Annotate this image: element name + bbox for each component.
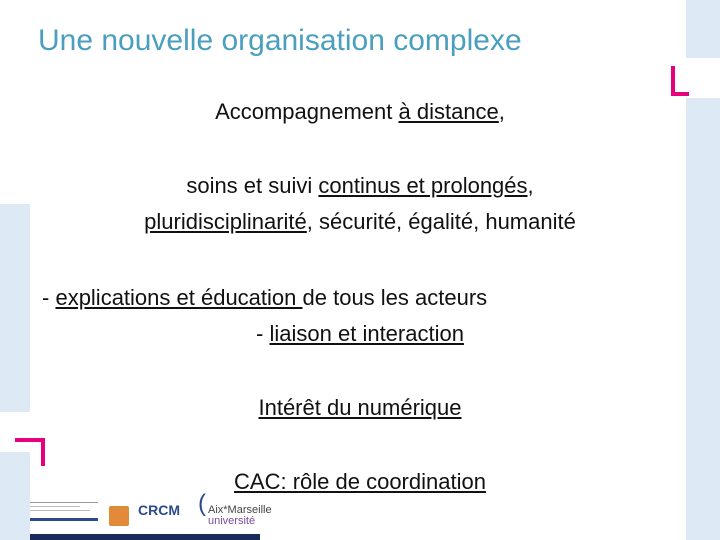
corner-bracket-top-right [671,66,689,96]
text-line-4 [42,284,487,312]
text-line-7 [0,468,720,496]
line1-text: Accompagnement [215,99,399,124]
amu-subname: université [208,515,256,527]
line7-underlined: CAC: rôle de coordination [234,469,486,494]
text-line-3 [0,208,720,236]
decor-bar-right-top [686,0,720,58]
line4-underlined: explications et éducation [55,285,303,310]
amu-bracket-icon: ( [198,490,206,517]
line2-underlined: continus et prolongés [318,173,528,198]
line1-punct: , [498,99,505,124]
corner-bracket-bottom-left [15,438,45,466]
line6-underlined: Intérêt du numérique [258,395,462,420]
line2-text: soins et suivi [186,173,319,198]
institution-logo [30,500,100,526]
text-line-2 [0,172,720,200]
amu-name: Aix*Marseille [208,504,272,516]
text-line-6 [0,394,720,422]
slide-title: Une nouvelle organisation complexe [38,24,522,57]
line4-dash: - [42,285,56,310]
line3-underlined: pluridisciplinarité [144,209,307,234]
crcm-logo: CRCM [138,502,180,518]
text-line-1 [0,98,720,126]
line2-punct: , [527,173,534,198]
line1-underlined: à distance [398,99,499,124]
orange-logo [109,506,129,526]
line5-dash: - [256,321,270,346]
footer-logos [30,490,272,538]
footer-rule [30,534,260,540]
text-line-5 [0,320,720,348]
line5-underlined: liaison et interaction [269,321,464,346]
line3-text: , sécurité, égalité, humanité [306,209,576,234]
line4-text: de tous les acteurs [302,285,488,310]
